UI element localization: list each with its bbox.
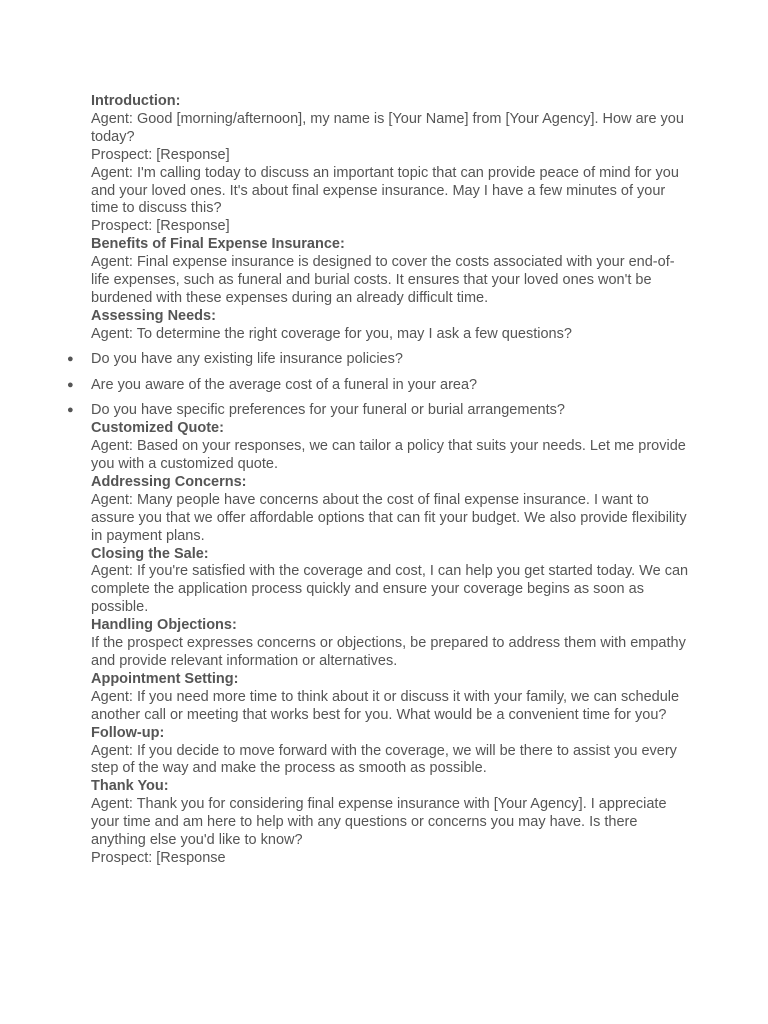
section-heading: Introduction: (91, 93, 181, 109)
section-heading: Follow-up: (91, 724, 165, 741)
section-heading: Thank You: (91, 778, 169, 795)
list-item (67, 402, 691, 420)
script-line: Prospect: [Response] (91, 146, 230, 163)
script-line: Agent: If you decide to move forward with the coverage, we will be there to assist you every step of the way and make the process as smooth as possible. (91, 742, 677, 777)
script-line: Agent: Many people have concerns about the cost of final expense insurance. I want to assure you that we offer affordable options that can fit your budget. We also provide flexibility in payment plans. (91, 491, 687, 544)
question-list (67, 351, 691, 420)
bullet-icon: ● (67, 404, 74, 417)
list-item-text: Do you have specific preferences for your funeral or burial arrangements? (91, 402, 565, 419)
list-item (67, 376, 691, 395)
bullet-icon: ● (67, 378, 74, 391)
document-body (67, 93, 691, 868)
section-heading: Customized Quote: (91, 420, 224, 437)
section-addressing-concerns (91, 474, 691, 546)
script-line: Prospect: [Response (91, 849, 226, 866)
script-line: Prospect: [Response] (91, 218, 230, 235)
section-heading: Assessing Needs: (91, 307, 216, 324)
script-line: Agent: Thank you for considering final expense insurance with [Your Agency]. I appreciate your time and am here to help with any questions or concerns you may have. Is there anything else you'd like to know? (91, 796, 667, 849)
bullet-icon: ● (67, 353, 74, 366)
script-line: Agent: Based on your responses, we can tailor a policy that suits your needs. Let me provide you with a customized quote. (91, 438, 686, 472)
script-line: Agent: Final expense insurance is designed to cover the costs associated with your end-of-life expenses, such as funeral and burial costs. It ensures that your loved ones won't be burdened with these expenses during an already difficult time. (91, 254, 675, 306)
section-appointment-setting (91, 671, 691, 725)
section-thank-you (91, 778, 691, 868)
script-line: If the prospect expresses concerns or objections, be prepared to address them with empathy and provide relevant information or alternatives. (91, 635, 686, 669)
list-item-text: Are you aware of the average cost of a funeral in your area? (91, 376, 478, 393)
script-line: Agent: Good [morning/afternoon], my name is [Your Name] from [Your Agency]. How are you today? (91, 110, 684, 145)
section-assessing-needs (67, 307, 691, 420)
section-customized-quote (91, 420, 691, 474)
list-item-text: Do you have any existing life insurance policies? (91, 351, 403, 368)
list-item (67, 351, 691, 369)
section-heading: Addressing Concerns: (91, 473, 247, 490)
section-heading: Benefits of Final Expense Insurance: (91, 236, 345, 253)
section-handling-objections (91, 617, 691, 671)
script-line: Agent: I'm calling today to discuss an important topic that can provide peace of mind for you and your loved ones. It's about final expense insurance. May I have a few minutes of your time to discuss this? (91, 164, 679, 217)
section-benefits (91, 236, 691, 308)
section-closing-the-sale (91, 546, 691, 618)
section-heading: Handling Objections: (91, 617, 237, 634)
section-introduction (91, 93, 691, 236)
script-line: Agent: To determine the right coverage for you, may I ask a few questions? (91, 325, 572, 342)
script-line: Agent: If you need more time to think about it or discuss it with your family, we can schedule another call or meeting that works best for you. What would be a convenient time for you? (91, 688, 680, 723)
script-line: Agent: If you're satisfied with the coverage and cost, I can help you get started today. We can complete the application process quickly and ensure your coverage begins as soon as possible. (91, 563, 689, 616)
section-heading: Closing the Sale: (91, 545, 209, 562)
section-heading: Appointment Setting: (91, 670, 239, 687)
section-follow-up (91, 725, 691, 779)
